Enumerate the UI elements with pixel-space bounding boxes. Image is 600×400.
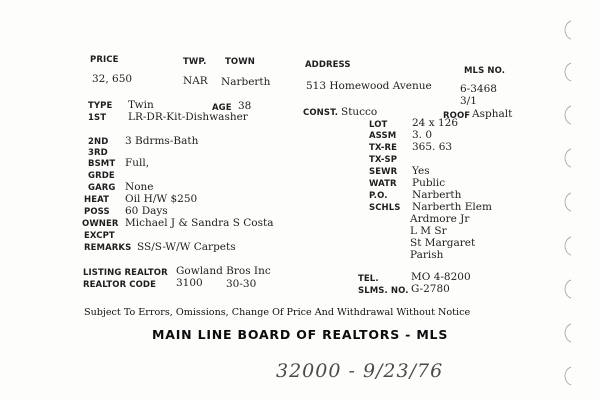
listing-realtor-value: Gowland Bros Inc — [176, 265, 271, 277]
second-floor-label: 2ND — [88, 137, 109, 147]
age-label: AGE — [212, 103, 232, 113]
listing-realtor-label: LISTING REALTOR — [83, 268, 168, 278]
po-value: Narberth — [412, 189, 462, 201]
school2-value: Ardmore Jr — [410, 213, 470, 225]
mls-no-label: MLS NO. — [464, 66, 506, 76]
type-value: Twin — [128, 99, 154, 111]
binder-hole-icon — [558, 105, 574, 125]
roof-value: Asphalt — [472, 108, 513, 120]
binder-hole-icon — [558, 62, 574, 82]
town-value: Narberth — [221, 76, 271, 88]
school3-value: L M Sr — [410, 225, 447, 237]
address-value: 513 Homewood Avenue — [306, 80, 432, 92]
twp-value: NAR — [183, 75, 208, 87]
lot-label: LOT — [369, 120, 388, 130]
mls-sub-value: 3/1 — [460, 95, 477, 107]
const-label: CONST. — [303, 108, 339, 118]
sewr-label: SEWR — [369, 167, 398, 177]
type-label: TYPE — [88, 101, 113, 111]
board-title: MAIN LINE BOARD OF REALTORS - MLS — [152, 327, 449, 342]
first-floor-label: 1ST — [88, 113, 107, 123]
po-label: P.O. — [369, 191, 388, 201]
realtor-code-value: 3100 — [176, 277, 203, 289]
garg-value: None — [125, 181, 154, 193]
realtor-code2-value: 30-30 — [226, 278, 257, 290]
roof-label: ROOF — [443, 111, 471, 121]
schls-label: SCHLS — [369, 203, 401, 213]
binder-hole-icon — [558, 323, 574, 343]
second-floor-value: 3 Bdrms-Bath — [125, 135, 199, 147]
third-floor-label: 3RD — [88, 148, 108, 158]
bsmt-value: Full, — [125, 157, 150, 169]
school4-value: St Margaret — [410, 237, 476, 249]
realtor-code-label: REALTOR CODE — [83, 280, 156, 290]
watr-label: WATR — [369, 179, 397, 189]
owner-value: Michael J & Sandra S Costa — [125, 217, 274, 229]
school5-value: Parish — [410, 249, 444, 261]
town-label: TOWN — [225, 57, 255, 67]
heat-label: HEAT — [84, 195, 110, 205]
disclaimer-text: Subject To Errors, Omissions, Change Of Price And Withdrawal Without Notice — [84, 307, 471, 318]
watr-value: Public — [412, 177, 446, 189]
poss-value: 60 Days — [125, 205, 168, 217]
sewr-value: Yes — [412, 165, 430, 177]
age-value: 38 — [238, 100, 252, 112]
excpt-label: EXCPT — [84, 231, 115, 241]
txsp-label: TX-SP — [369, 155, 398, 165]
binder-hole-icon — [558, 366, 574, 386]
remarks-label: REMARKS — [84, 243, 132, 253]
binder-holes — [558, 20, 588, 390]
txre-label: TX-RE — [369, 143, 398, 153]
handwritten-note: 32000 - 9/23/76 — [276, 360, 444, 382]
remarks-value: SS/S-W/W Carpets — [137, 241, 236, 253]
binder-hole-icon — [558, 192, 574, 212]
slms-no-label: SLMS. NO. — [358, 286, 409, 296]
binder-hole-icon — [558, 148, 574, 168]
tel-label: TEL. — [358, 274, 379, 284]
garg-label: GARG — [88, 183, 116, 193]
schls-value: Narberth Elem — [412, 201, 492, 213]
poss-label: POSS — [84, 207, 110, 217]
tel-value: MO 4-8200 — [411, 271, 471, 283]
bsmt-label: BSMT — [88, 159, 116, 169]
first-floor-value: LR-DR-Kit-Dishwasher — [128, 111, 248, 123]
address-label: ADDRESS — [305, 60, 351, 70]
owner-label: OWNER — [82, 219, 119, 229]
mls-no-value: 6-3468 — [460, 83, 497, 95]
txre-value: 365. 63 — [412, 141, 453, 153]
binder-hole-icon — [558, 20, 574, 40]
price-label: PRICE — [90, 55, 119, 65]
binder-hole-icon — [558, 236, 574, 256]
grde-label: GRDE — [88, 171, 115, 181]
const-value: Stucco — [341, 106, 378, 118]
binder-hole-icon — [558, 279, 574, 299]
slms-no-value: G-2780 — [411, 283, 450, 295]
assm-value: 3. 0 — [412, 129, 433, 141]
assm-label: ASSM — [369, 131, 397, 141]
heat-value: Oil H/W $250 — [125, 193, 198, 205]
twp-label: TWP. — [183, 57, 207, 67]
lot-value: 24 x 126 — [412, 117, 458, 129]
price-value: 32, 650 — [92, 73, 133, 85]
